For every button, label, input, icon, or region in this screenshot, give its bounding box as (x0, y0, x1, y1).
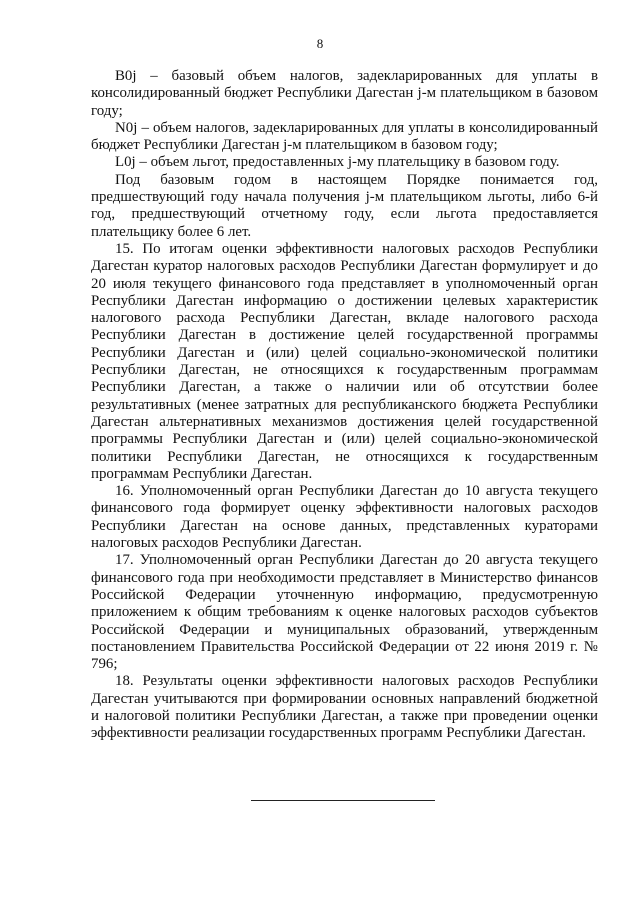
document-body (91, 68, 598, 743)
page-number: 8 (316, 36, 324, 51)
base-year-definition: Под базовым годом в настоящем Порядке понимается год, предшествующий году начала получения j-м плательщиком льготы, либо 6-й год, предшествующий отчетному году, если льгота предоставляется плательщику более 6 лет. (91, 171, 598, 240)
clause-16: 16. Уполномоченный орган Республики Дагестан до 10 августа текущего финансового года формирует оценку эффективности налоговых расходов Республики Дагестан на основе данных, представленных кураторами налоговых расходов Республики Дагестан. (91, 483, 598, 552)
definition-n0j: N0j – объем налогов, задекларированных для уплаты в консолидированный бюджет Республики Дагестан j-м плательщиком в базовом году; (91, 119, 598, 154)
clause-18: 18. Результаты оценки эффективности налоговых расходов Республики Дагестан учитываются при формировании основных направлений бюджетной и налоговой политики Республики Дагестан, а также при проведении оценки эффективности реализации государственных программ Республики Дагестан. (91, 673, 598, 742)
end-separator-line (251, 800, 435, 801)
definition-l0j: L0j – объем льгот, предоставленных j-му плательщику в базовом году. (115, 154, 560, 171)
clause-17: 17. Уполномоченный орган Республики Дагестан до 20 августа текущего финансового года при необходимости представляет в Министерство финансов Российской Федерации уточненную информацию, предусмотренную приложением к общим требованиям к оценке налоговых расходов субъектов Российской Федерации и муниципальных образований, утвержденным постановлением Правительства Российской Федерации от 22 июня 2019 г. № 796; (91, 552, 598, 673)
clause-15: 15. По итогам оценки эффективности налоговых расходов Республики Дагестан куратор налоговых расходов Республики Дагестан формулирует и до 20 июля текущего финансового года представляет в уполномоченный орган Республики Дагестан информацию о достижении целевых характеристик налогового расхода Республики Дагестан, вкладе налогового расхода Республики Дагестан в достижение целей государственной программы Республики Дагестан и (или) целей социально-экономической политики Республики Дагестан, не относящихся к государственным программам Республики Дагестан, а также о наличии или об отсутствии более результативных (менее затратных для республиканского бюджета Республики Дагестан альтернативных механизмов достижения целей государственной программы Республики Дагестан и (или) целей социально-экономической политики Республики Дагестан, не относящихся к государственным программам Республики Дагестан. (91, 240, 598, 482)
definition-b0j: B0j – базовый объем налогов, задекларированных для уплаты в консолидированный бюджет Республики Дагестан j-м плательщиком в базовом году; (91, 68, 598, 119)
